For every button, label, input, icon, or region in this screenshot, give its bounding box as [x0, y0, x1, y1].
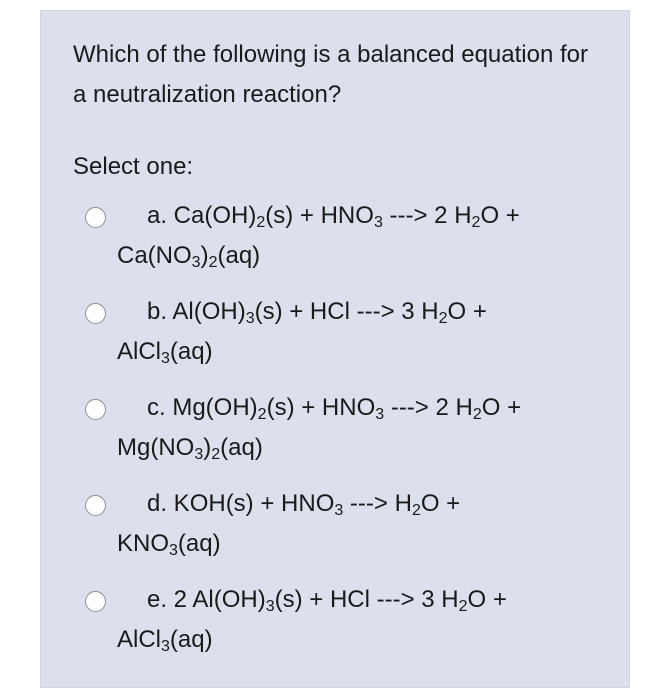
radio-button-e[interactable] — [85, 591, 106, 612]
subscript: 3 — [194, 446, 204, 463]
answer-option-d[interactable] — [41, 490, 631, 579]
question-text: Which of the following is a balanced equation for a neutralization reaction? — [73, 41, 588, 108]
option-b-line-2: AlCl$_3$(aq) — [117, 338, 213, 367]
select-one-label: Select one: — [73, 153, 194, 180]
subscript: 3 — [161, 350, 170, 367]
subscript: 2 — [211, 446, 221, 463]
question-card — [40, 10, 630, 688]
option-a-line-2: $Ca(NO_3)_2(aq)$ — [117, 242, 261, 271]
radio-button-d[interactable] — [85, 495, 106, 516]
subscript: 2 — [472, 406, 482, 423]
subscript: 2 — [256, 214, 266, 231]
subscript: 3 — [191, 254, 201, 271]
option-e-line-2: AlCl$_3$(aq) — [117, 626, 213, 655]
subscript: 3 — [334, 502, 344, 519]
subscript: 3 — [245, 310, 255, 327]
option-c-line-2: $Mg(NO_3)_2(aq)$ — [117, 434, 263, 463]
radio-button-b[interactable] — [85, 303, 106, 324]
option-c-line-1: c. $Mg(OH)_2(s) + HNO_3$ ---> 2 $H_2O$ + — [147, 394, 522, 423]
radio-button-a[interactable] — [85, 207, 106, 228]
answer-option-e[interactable] — [41, 586, 631, 675]
option-d-line-2: $KNO_3(aq)$ — [117, 530, 221, 559]
answer-option-a[interactable] — [41, 202, 631, 291]
option-e-line-1: e. 2 $Al(OH)_3(s)$ + HCl ---> 3 $H_2O$ + — [147, 586, 507, 615]
subscript: 3 — [161, 638, 170, 655]
radio-button-c[interactable] — [85, 399, 106, 420]
option-b-line-1: b. $Al(OH)_3(s)$ + HCl ---> 3 $H_2O$ + — [147, 298, 487, 327]
answer-option-c[interactable] — [41, 394, 631, 483]
subscript: 2 — [438, 310, 448, 327]
subscript: 2 — [208, 254, 218, 271]
subscript: 3 — [375, 406, 385, 423]
subscript: 2 — [257, 406, 267, 423]
subscript: 3 — [373, 214, 383, 231]
subscript: 2 — [411, 502, 421, 519]
subscript: 3 — [265, 598, 275, 615]
option-d-line-1: d. $KOH(s) + HNO_3$ ---> $H_2O$ + — [147, 490, 461, 519]
subscript: 2 — [458, 598, 468, 615]
subscript: 2 — [471, 214, 481, 231]
answer-option-b[interactable] — [41, 298, 631, 387]
subscript: 3 — [169, 542, 178, 559]
option-a-line-1: a. $Ca(OH)_2(s) + HNO_3$ ---> 2 $H_2O$ + — [147, 202, 520, 231]
